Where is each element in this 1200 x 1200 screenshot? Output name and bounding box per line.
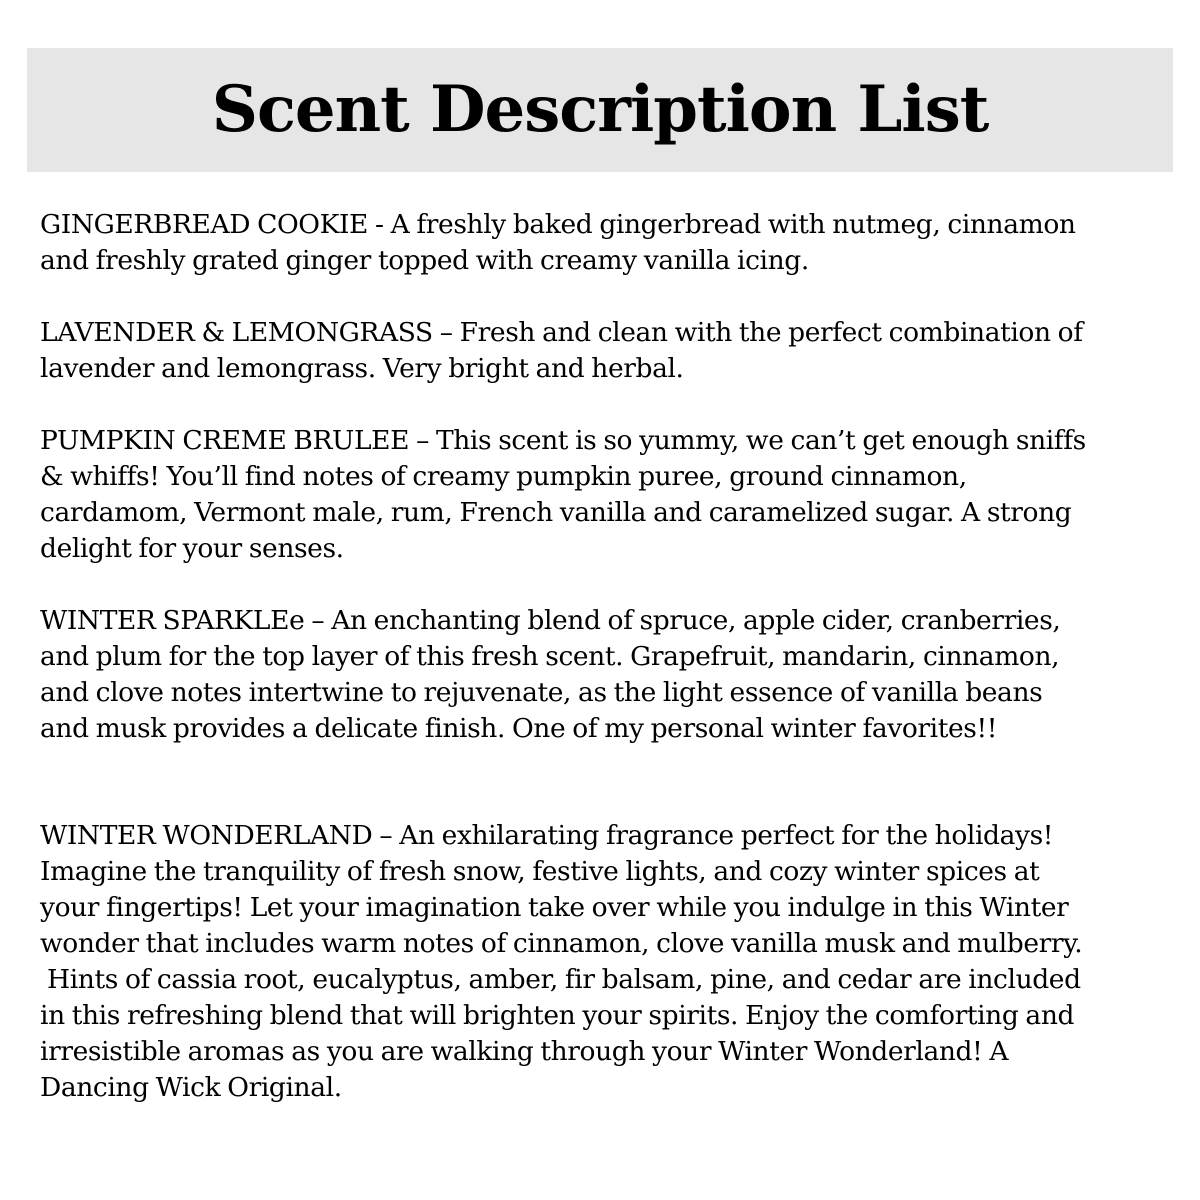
title-banner: [27, 48, 1173, 172]
entry-line: cardamom, Vermont male, rum, French vanilla and caramelized sugar. A strong: [40, 497, 1072, 528]
entry-line: LAVENDER & LEMONGRASS – Fresh and clean with the perfect combination of: [40, 317, 1083, 348]
entry-line: wonder that includes warm notes of cinnamon, clove vanilla musk and mulberry.: [40, 928, 1083, 959]
entry-line: WINTER SPARKLEe – An enchanting blend of spruce, apple cider, cranberries,: [40, 605, 1061, 636]
entry-line: your fingertips! Let your imagination take over while you indulge in this Winter: [40, 892, 1069, 923]
entry-line: delight for your senses.: [40, 533, 344, 564]
entry-line: WINTER WONDERLAND – An exhilarating fragrance perfect for the holidays!: [40, 820, 1054, 851]
scent-entry-winter-wonderland: [40, 818, 1165, 1106]
entry-line: and freshly grated ginger topped with creamy vanilla icing.: [40, 245, 809, 276]
entry-line: irresistible aromas as you are walking through your Winter Wonderland! A: [40, 1036, 1009, 1067]
entry-line: and plum for the top layer of this fresh scent. Grapefruit, mandarin, cinnamon,: [40, 641, 1060, 672]
scent-entry-lavender-lemongrass: [40, 315, 1165, 387]
entry-line: and clove notes intertwine to rejuvenate, as the light essence of vanilla beans: [40, 677, 1043, 708]
scent-entry-pumpkin-creme-brulee: [40, 423, 1165, 567]
entry-line: in this refreshing blend that will brighten your spirits. Enjoy the comforting and: [40, 1000, 1075, 1031]
page-title: Scent Description List: [211, 72, 989, 147]
entry-line: and musk provides a delicate finish. One of my personal winter favorites!!: [40, 713, 997, 744]
entry-line: Hints of cassia root, eucalyptus, amber, fir balsam, pine, and cedar are included: [40, 964, 1081, 995]
entry-line: lavender and lemongrass. Very bright and herbal.: [40, 353, 684, 384]
entry-line: Dancing Wick Original.: [40, 1072, 342, 1103]
scent-entry-winter-sparkle: [40, 603, 1165, 747]
scent-entry-gingerbread-cookie: [40, 207, 1165, 279]
entry-line: PUMPKIN CREME BRULEE – This scent is so yummy, we can’t get enough sniffs: [40, 425, 1086, 456]
entry-line: GINGERBREAD COOKIE - A freshly baked gingerbread with nutmeg, cinnamon: [40, 209, 1076, 240]
entry-line: & whiffs! You’ll find notes of creamy pumpkin puree, ground cinnamon,: [40, 461, 967, 492]
entry-line: Imagine the tranquility of fresh snow, festive lights, and cozy winter spices at: [40, 856, 1040, 887]
